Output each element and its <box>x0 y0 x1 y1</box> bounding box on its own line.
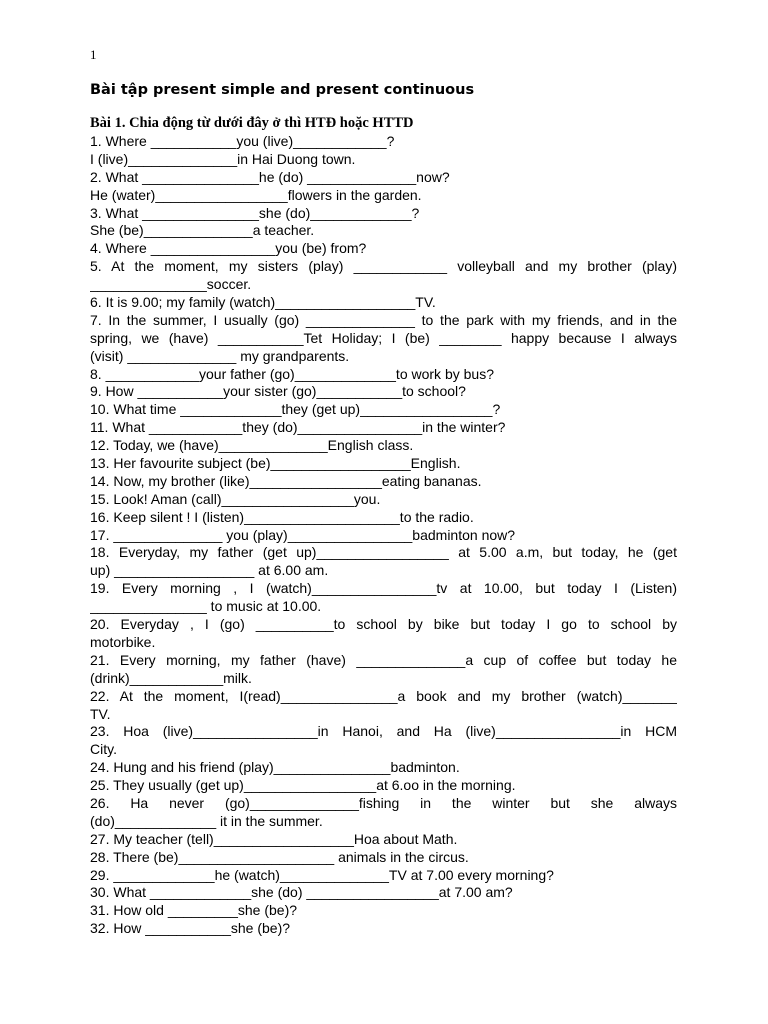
exercise-line: 31. How old _________she (be)? <box>90 902 298 919</box>
exercise-line: He (water)_________________flowers in the garden. <box>90 186 422 203</box>
exercise-line: 32. How ___________she (be)? <box>90 920 291 937</box>
exercise-list <box>90 133 677 938</box>
exercise-line: I (live)______________in Hai Duong town. <box>90 150 356 167</box>
exercise-line: 2. What _______________he (do) ______________now? <box>90 168 450 185</box>
exercise-line: 18. Everyday, my father (get up)_________________ at 5.00 a.m, but today, he (get <box>90 544 677 561</box>
exercise-line: motorbike. <box>90 633 156 650</box>
exercise-line: She (be)______________a teacher. <box>90 222 315 239</box>
exercise-line: 25. They usually (get up)_________________at 6.oo in the morning. <box>90 777 516 794</box>
exercise-line: 15. Look! Aman (call)_________________you. <box>90 490 381 507</box>
exercise-line: up) __________________ at 6.00 am. <box>90 562 329 579</box>
page-number: 1 <box>90 47 97 62</box>
exercise-line: 12. Today, we (have)______________English class. <box>90 437 414 454</box>
exercise-line: (drink)____________milk. <box>90 669 252 686</box>
exercise-line: spring, we (have) ___________Tet Holiday; I (be) ________ happy because I always <box>90 329 677 346</box>
exercise-line: 29. _____________he (watch)______________TV at 7.00 every morning? <box>90 866 554 883</box>
exercise-line: City. <box>90 741 117 758</box>
exercise-heading: Bài 1. Chia động từ dưới đây ở thì HTĐ hoặc HTTD <box>90 115 414 131</box>
exercise-line: 7. In the summer, I usually (go) ______________ to the park with my friends, and in the <box>90 311 677 328</box>
exercise-line: (visit) ______________ my grandparents. <box>90 347 350 364</box>
exercise-line: 30. What _____________she (do) _________________at 7.00 am? <box>90 884 513 901</box>
exercise-line: 28. There (be)____________________ animals in the circus. <box>90 848 469 865</box>
exercise-line: 13. Her favourite subject (be)__________________English. <box>90 455 461 472</box>
exercise-line: 9. How ___________your sister (go)___________to school? <box>90 383 466 400</box>
exercise-line: 21. Every morning, my father (have) ______________a cup of coffee but today he <box>90 651 677 668</box>
exercise-line: 27. My teacher (tell)__________________Hoa about Math. <box>90 830 458 847</box>
exercise-line: 10. What time _____________they (get up)_________________? <box>90 401 501 418</box>
document-title: Bài tập present simple and present continuous <box>90 82 475 98</box>
exercise-line: 8. ____________your father (go)_____________to work by bus? <box>90 365 494 382</box>
exercise-line: 14. Now, my brother (like)_________________eating bananas. <box>90 472 482 489</box>
exercise-line: _______________ to music at 10.00. <box>90 598 322 615</box>
exercise-line: 17. ______________ you (play)________________badminton now? <box>90 526 516 543</box>
exercise-line: _______________soccer. <box>90 276 252 293</box>
exercise-line: 1. Where ___________you (live)____________? <box>90 133 395 149</box>
exercise-line: 16. Keep silent ! I (listen)____________________to the radio. <box>90 508 474 525</box>
exercise-line: TV. <box>90 705 111 722</box>
exercise-line: 3. What _______________she (do)_____________? <box>90 204 420 221</box>
exercise-line: (do)_____________ it in the summer. <box>90 812 323 829</box>
exercise-line: 11. What ____________they (do)________________in the winter? <box>90 419 506 436</box>
exercise-line: 4. Where ________________you (be) from? <box>90 240 367 257</box>
exercise-line: 19. Every morning , I (watch)________________tv at 10.00, but today I (Listen) <box>90 580 677 597</box>
exercise-line: 26. Ha never (go)______________fishing in the winter but she always <box>90 794 677 811</box>
exercise-line: 24. Hung and his friend (play)_______________badminton. <box>90 759 460 776</box>
exercise-line: 6. It is 9.00; my family (watch)__________________TV. <box>90 294 436 311</box>
exercise-line: 5. At the moment, my sisters (play) ____________ volleyball and my brother (play) <box>90 258 677 275</box>
exercise-line: 22. At the moment, I(read)_______________a book and my brother (watch)_______ <box>90 687 677 704</box>
exercise-line: 20. Everyday , I (go) __________to school by bike but today I go to school by <box>90 616 677 633</box>
exercise-line: 23. Hoa (live)________________in Hanoi, and Ha (live)________________in HCM <box>90 723 677 740</box>
